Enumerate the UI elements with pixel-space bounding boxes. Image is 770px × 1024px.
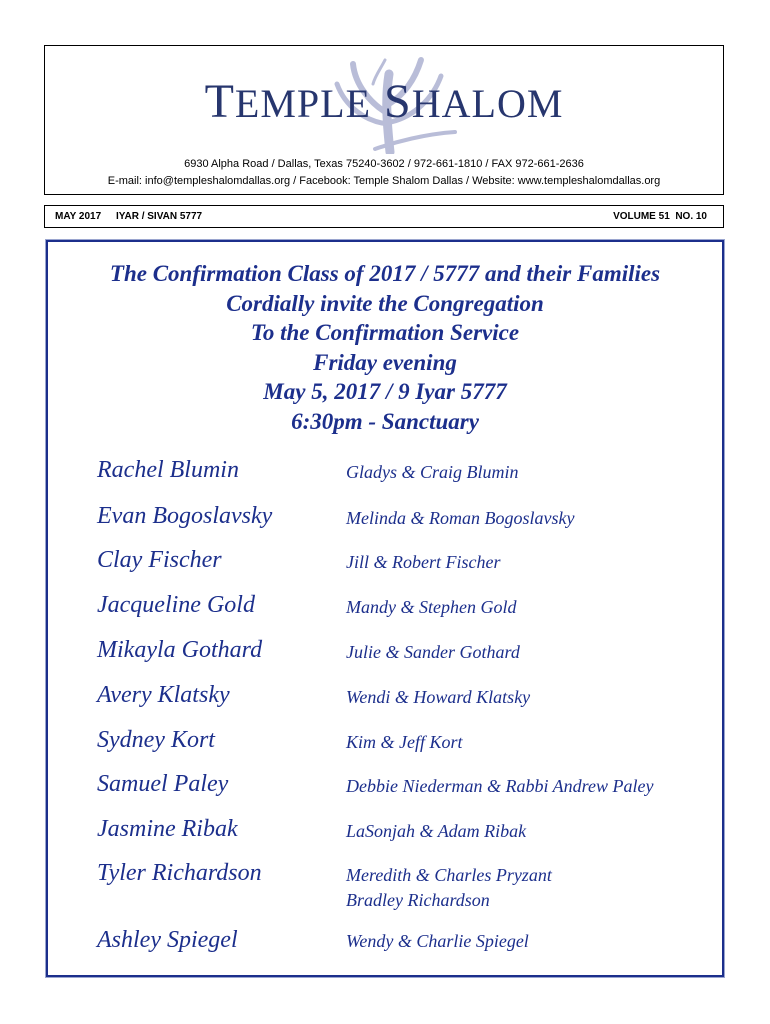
issue-month: MAY 2017 [55, 211, 102, 222]
heading-line: The Confirmation Class of 2017 / 5777 and their Families [109, 261, 661, 286]
confirmand-name: Ashley Spiegel [97, 927, 238, 953]
parents-name: Kim & Jeff Kort [346, 732, 463, 752]
confirmand-name: Tyler Richardson [97, 860, 262, 886]
confirmand-name: Jacqueline Gold [97, 592, 255, 618]
confirmand-name: Jasmine Ribak [97, 816, 238, 842]
address-line: 6930 Alpha Road / Dallas, Texas 75240-3602 / 972-661-1810 / FAX 972-661-2636 [184, 158, 584, 170]
issue-hebrew-month: IYAR / SIVAN 5777 [115, 211, 203, 222]
parents-name: Melinda & Roman Bogoslavsky [346, 508, 575, 528]
confirmand-name: Clay Fischer [97, 547, 222, 573]
issue-volume: VOLUME 51 NO. 10 [613, 211, 707, 222]
confirmand-name: Mikayla Gothard [97, 637, 263, 663]
parents-name: Gladys & Craig Blumin [346, 462, 519, 482]
heading-line: May 5, 2017 / 9 Iyar 5777 [263, 379, 507, 404]
confirmation-invitation [46, 240, 724, 977]
issue-bar [44, 205, 724, 228]
heading-line: Cordially invite the Congregation [226, 290, 544, 316]
parents-name: Julie & Sander Gothard [346, 642, 520, 662]
confirmand-name: Samuel Paley [97, 771, 229, 797]
logo-wordmark: TEMPLE SHALOM [204, 75, 564, 128]
heading-line: 6:30pm - Sanctuary [291, 408, 479, 434]
parents-name: Bradley Richardson [346, 890, 490, 910]
parents-name: Meredith & Charles Pryzant [346, 865, 552, 885]
parents-name: LaSonjah & Adam Ribak [346, 821, 527, 841]
confirmand-name: Avery Klatsky [97, 682, 230, 708]
heading-line: To the Confirmation Service [250, 320, 520, 345]
confirmand-name: Sydney Kort [97, 727, 215, 753]
parents-name: Jill & Robert Fischer [346, 552, 501, 572]
confirmand-name: Rachel Blumin [97, 457, 239, 483]
confirmand-name: Evan Bogoslavsky [97, 503, 273, 529]
parents-name: Wendy & Charlie Spiegel [346, 931, 529, 951]
parents-name: Wendi & Howard Klatsky [346, 687, 531, 707]
parents-name: Debbie Niederman & Rabbi Andrew Paley [346, 776, 654, 796]
heading-line: Friday evening [313, 349, 457, 375]
contact-line: E-mail: info@templeshalomdallas.org / Facebook: Temple Shalom Dallas / Website: www.templeshalomdallas.org [107, 175, 661, 187]
masthead [44, 45, 724, 195]
invitation-heading [48, 259, 722, 436]
parents-name: Mandy & Stephen Gold [346, 597, 517, 617]
